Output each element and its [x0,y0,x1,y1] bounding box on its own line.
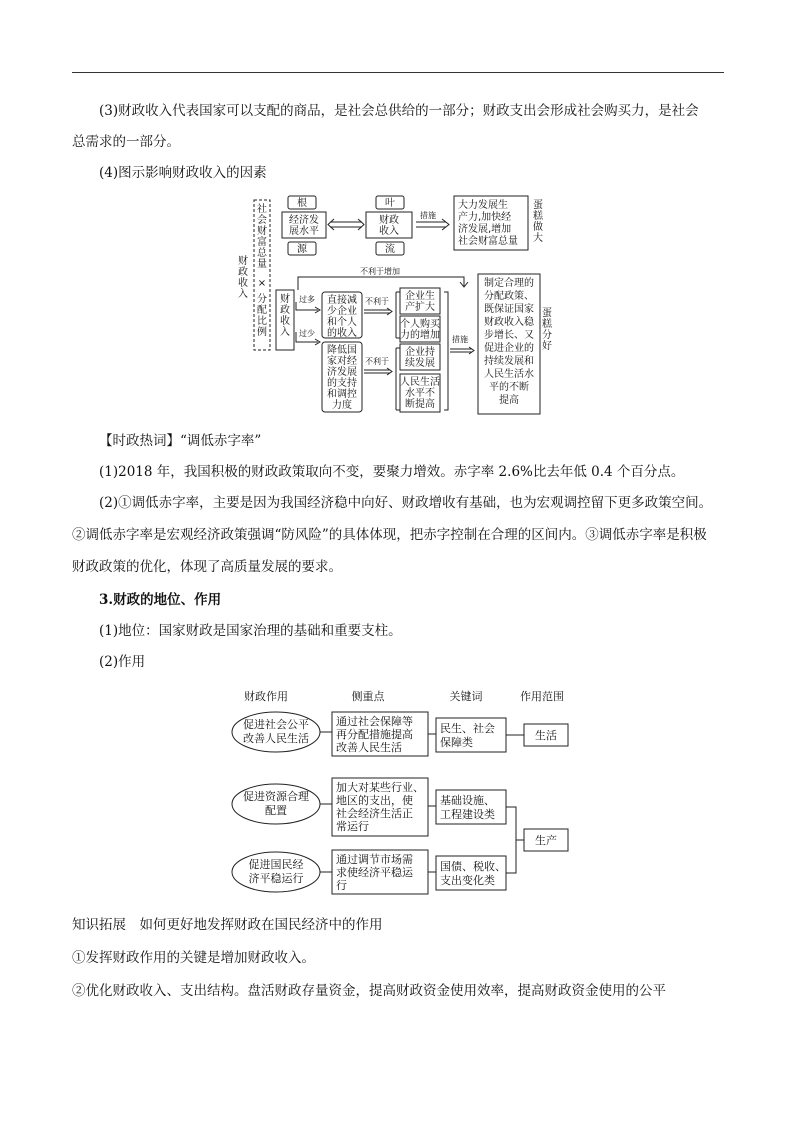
guoduo-label: 过多 [299,295,315,304]
social-wealth-label: 社会财富总量 [257,204,267,270]
keyword-3: 国债、税收、支出变化类 [440,860,506,887]
hot-2-line1: (2)①调低赤字率，主要是因为我国经济稳中向好、财政增收有基础，也为宏观调控留下更多政策空间。 [99,495,713,511]
ent-sustain-label: 企业持续发展 [405,347,435,369]
keyword-2: 基础设施、工程建设类 [440,794,495,821]
fin-revenue-box-label: 财政收入 [379,215,399,237]
extension-2: ②优化财政收入、支出结构。盘活财政存量资金，提高财政资金使用效率，提高财政资金使用的公平 [72,983,666,999]
hot-2-line3: 财政政策的优化，体现了高质量发展的要求。 [72,559,342,575]
role-3: 促进国民经济平稳运行 [248,858,304,885]
section-3-status: (1)地位：国家财政是国家治理的基础和重要支柱。 [99,623,402,639]
fiscal-revenue-factors-diagram [232,192,552,420]
extension-1: ①发挥财政作用的关键是增加财政收入。 [72,950,315,966]
measure2-label: 措施 [452,335,468,344]
hot-2-line2: ②调低赤字率是宏观经济政策强调“防风险”的具体体现，把赤字控制在合理的区间内。③调低赤字率是积极 [72,527,707,543]
scope-production: 生产 [535,834,557,847]
measure-label: 措施 [420,211,436,220]
liu-label: 流 [385,244,395,255]
hot-1: (1)2018 年，我国积极的财政政策取向不变，要聚力增效。赤字率 2.6%比去年低 0.4 个百分点。 [99,464,685,480]
para-3-line1: (3)财政收入代表国家可以支配的商品，是社会总供给的一部分；财政支出会形成社会购买力，是社会 [99,103,699,119]
section-3-role: (2)作用 [99,654,146,670]
direct-reduce-label: 直接减少企业和个人的收入 [327,295,357,339]
header-scope: 作用范围 [520,690,564,703]
header-rule [72,72,724,73]
personal-power-label: 个人购买力的增加 [400,319,440,341]
header-keyword: 关键词 [449,690,483,703]
people-living-label: 人民生活水平不断提高 [400,377,440,410]
role-1: 促进社会公平改善人民生活 [243,718,309,745]
times-label: × [257,278,267,289]
hot-word-title: 【时政热词】“调低赤字率” [99,433,262,449]
policy-label: 制定合理的分配政策、既保证国家财政收入稳步增长、又促进企业的持续发展和人民生活水平的不断提高 [484,278,534,406]
side-fin-label: 财政收入 [238,256,248,300]
section-3-title: 3.财政的地位、作用 [99,592,222,608]
guoshao-label: 过少 [299,329,315,338]
reduce-support-label: 降低国家对经济发展的支持和调控力度 [327,345,357,411]
focus-3: 通过调节市场需求使经济平稳运行 [336,853,413,892]
ye-label: 叶 [385,198,395,209]
buli2-label: 不利于 [365,357,389,366]
role-2: 促进资源合理配置 [243,790,309,817]
ratio-label: 分配比例 [257,294,267,338]
para-3-line2: 总需求的一部分。 [72,134,180,150]
cake-good-label: 蛋糕分好 [542,308,552,352]
dali-label: 大力发展生产力,加快经济发展,增加社会财富总量 [458,200,518,247]
cake-big-label: 蛋糕做大 [533,200,543,244]
focus-2: 加大对某些行业、地区的支出，使社会经济生活正常运行 [336,781,424,833]
buli1-label: 不利于 [365,297,389,306]
header-focus: 侧重点 [351,690,385,703]
para-4: (4)图示影响财政收入的因素 [99,165,267,181]
focus-1: 通过社会保障等再分配措施提高改善人民生活 [336,715,413,754]
header-role: 财政作用 [244,690,288,703]
ent-expand-label: 企业生产扩大 [405,291,435,313]
extension-title: 知识拓展 如何更好地发挥财政在国民经济中的作用 [72,917,383,933]
gen-label: 根 [297,198,307,209]
keyword-1: 民生、社会保障类 [440,722,495,749]
yuan-label: 源 [297,244,307,255]
econ-level-label: 经济发展水平 [289,215,319,237]
fiscal-role-diagram [228,682,588,900]
fin-vertical-label: 财政收入 [280,294,290,338]
scope-life: 生活 [535,729,557,742]
not-good-label: 不利于增加 [360,267,400,276]
